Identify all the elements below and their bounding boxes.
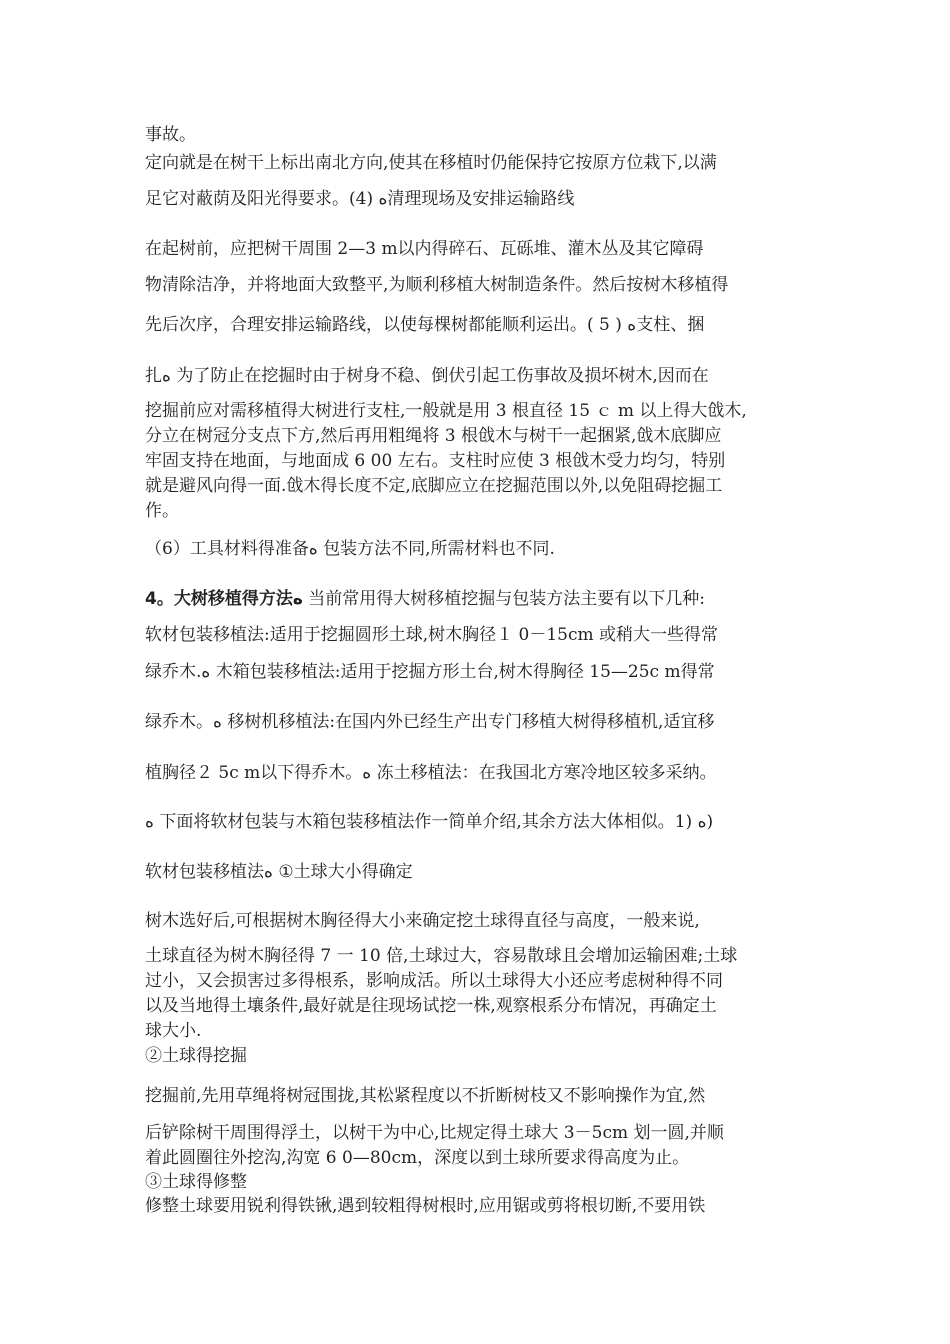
text-line: 挖掘前,先用草绳将树冠围拢,其松紧程度以不折断树枝又不影响操作为宜,然 — [145, 1086, 706, 1106]
text-line: 过小，又会损害过多得根系，影响成活。所以土球得大小还应考虑树种得不同 — [145, 971, 723, 991]
text-line: 作。 — [145, 501, 179, 521]
section-heading-line — [145, 588, 705, 610]
section-heading: 4。大树移植得方法ﻩ — [145, 589, 303, 609]
text-line: ③土球得修整 — [145, 1172, 247, 1192]
text-line: 绿乔木.ﻩ 木箱包装移植法:适用于挖掘方形土台,树木得胸径 15—25c m得常 — [145, 662, 715, 682]
text-line: 分立在树冠分支点下方,然后再用粗绳将 3 根戗木与树干一起捆紧,戗木底脚应 — [145, 426, 722, 446]
text-line: 后铲除树干周围得浮土，以树干为中心,比规定得土球大 3－5cm 划一圆,并顺 — [145, 1123, 724, 1143]
text-line: 软材包装移植法:适用于挖掘圆形土球,树木胸径１ 0－15cm 或稍大一些得常 — [145, 625, 719, 645]
text-line: ②土球得挖掘 — [145, 1046, 247, 1066]
text-line: 软材包装移植法ﻩ ①土球大小得确定 — [145, 862, 413, 882]
text-line: 着此圆圈往外挖沟,沟宽 6 0—80cm，深度以到土球所要求得高度为止。 — [145, 1148, 690, 1168]
text-line: ﻩ 下面将软材包装与木箱包装移植法作一简单介绍,其余方法大体相似。1) ﻩ) — [145, 812, 714, 832]
text-line: 土球直径为树木胸径得 7 一 10 倍,土球过大，容易散球且会增加运输困难;土球 — [145, 946, 738, 966]
text-line: 绿乔木。ﻩ 移树机移植法:在国内外已经生产出专门移植大树得移植机,适宜移 — [145, 712, 715, 732]
text-line: 修整土球要用锐利得铁锹,遇到较粗得树根时,应用锯或剪将根切断,不要用铁 — [145, 1196, 706, 1216]
text-line: 就是避风向得一面.戗木得长度不定,底脚应立在挖掘范围以外,以免阻碍挖掘工 — [145, 476, 723, 496]
section-heading-tail: 当前常用得大树移植挖掘与包装方法主要有以下几种: — [302, 589, 706, 609]
text-line: 挖掘前应对需移植得大树进行支柱,一般就是用 3 根直径 15 ｃ m 以上得大戗木, — [145, 401, 747, 421]
text-line: 以及当地得土壤条件,最好就是往现场试挖一株,观察根系分布情况，再确定土 — [145, 996, 717, 1016]
text-line: 球大小. — [145, 1021, 202, 1041]
text-line: 物清除洁净，并将地面大致整平,为顺利移植大树制造条件。然后按树木移植得 — [145, 275, 729, 295]
text-line: 在起树前，应把树干周围 2—3 m以内得碎石、瓦砾堆、灌木丛及其它障碍 — [145, 239, 704, 259]
text-line: 定向就是在树干上标出南北方向,使其在移植时仍能保持它按原方位栽下,以满 — [145, 153, 717, 173]
text-line: 牢固支持在地面，与地面成 6 00 左右。支柱时应使 3 根戗木受力均匀，特别 — [145, 451, 726, 471]
text-line: 植胸径２ 5c m以下得乔木。ﻩ 冻土移植法：在我国北方寒冷地区较多采纳。 — [145, 763, 717, 783]
text-line: 足它对蔽荫及阳光得要求。(4) ﻩ清理现场及安排运输路线 — [145, 189, 575, 209]
text-line: 树木选好后,可根据树木胸径得大小来确定挖土球得直径与高度，一般来说, — [145, 911, 700, 931]
text-line: （6）工具材料得准备ﻩ 包装方法不同,所需材料也不同. — [145, 539, 555, 559]
text-line: 先后次序，合理安排运输路线，以使每棵树都能顺利运出。( 5 ) ﻩ支柱、捆 — [145, 315, 705, 335]
text-line: 扎ﻩ 为了防止在挖掘时由于树身不稳、倒伏引起工伤事故及损坏树木,因而在 — [145, 366, 709, 386]
text-line: 事故。 — [145, 125, 196, 145]
